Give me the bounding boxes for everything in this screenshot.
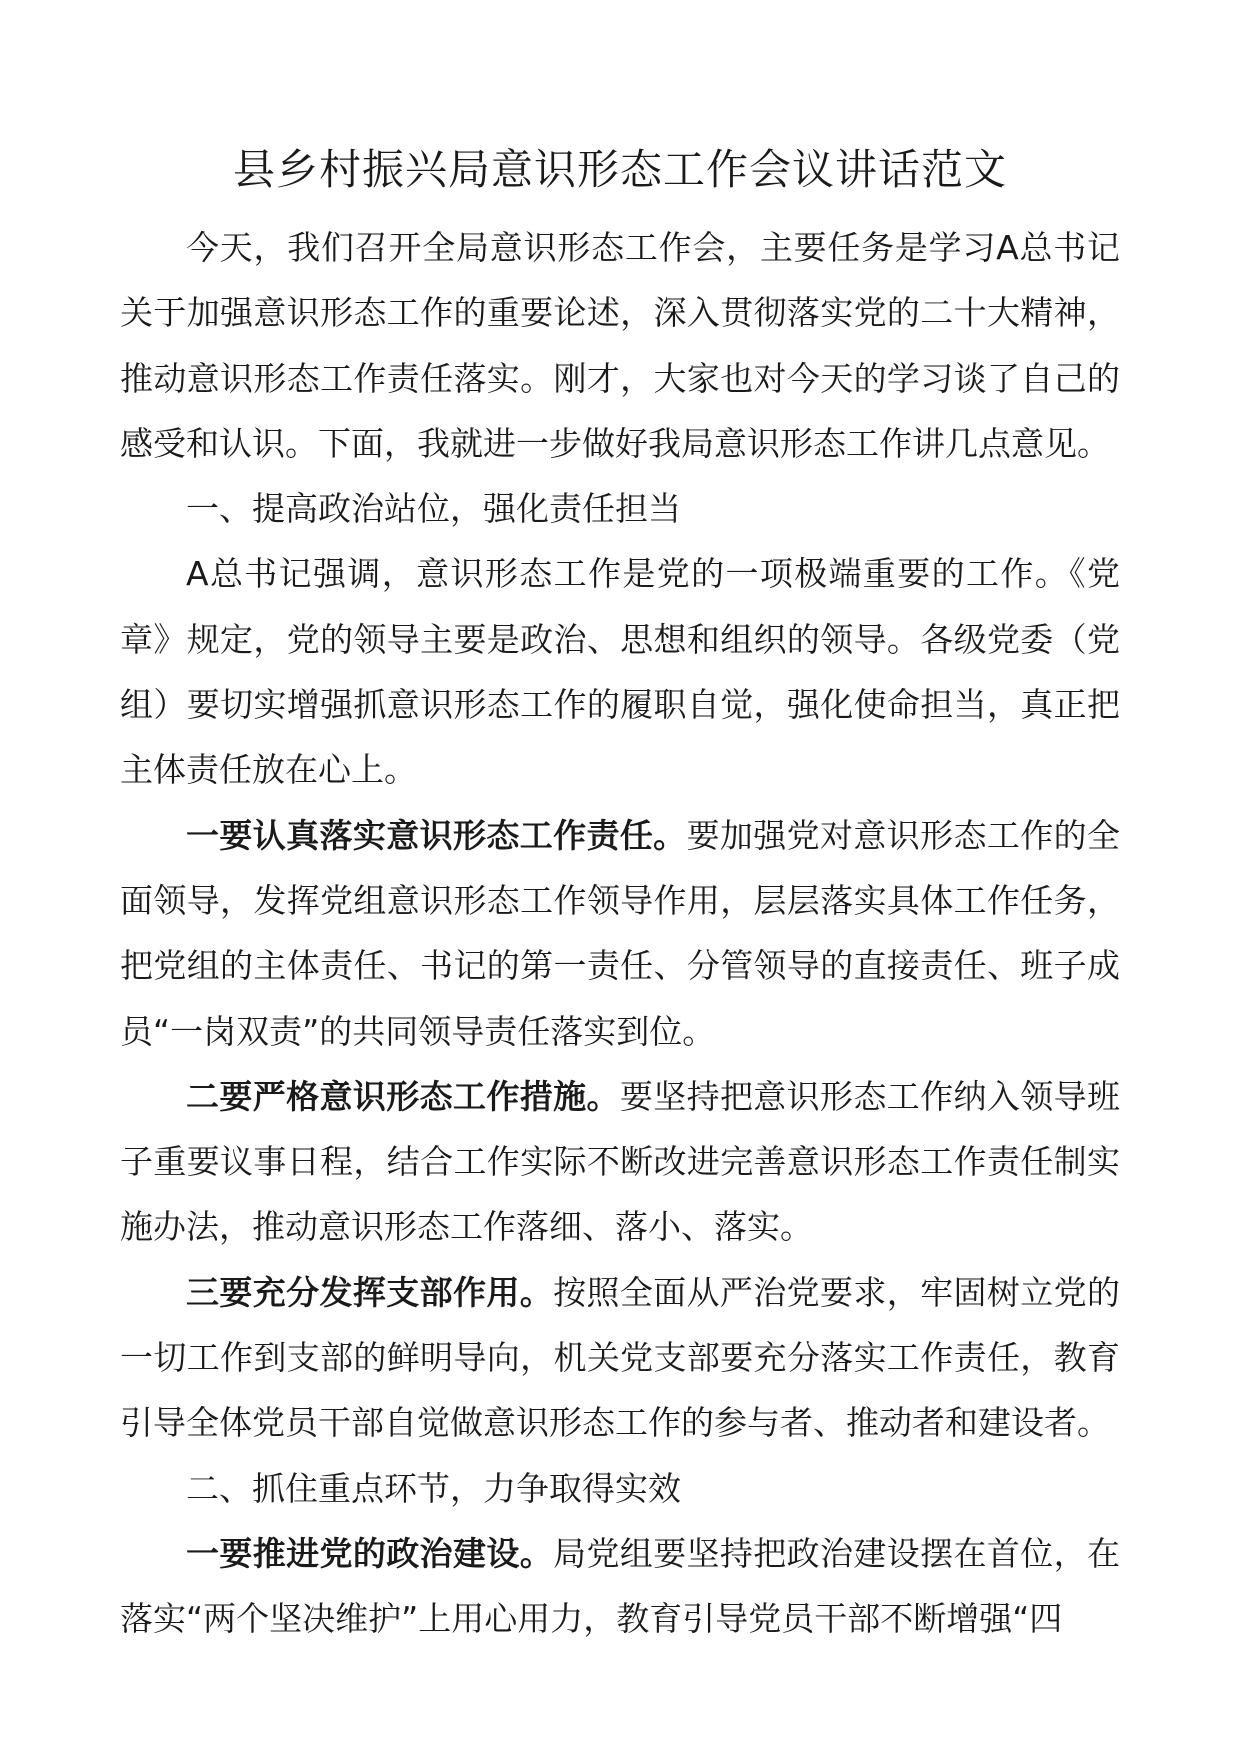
document-body (120, 215, 1120, 1652)
document-title: 县乡村振兴局意识形态工作会议讲话范文 (232, 145, 1007, 194)
section-heading-2: 二、抓住重点环节，力争取得实效 (186, 1468, 681, 1508)
paragraph (120, 1064, 1120, 1260)
paragraph-text: 要加强党对意识形态工作的全面领导，发挥党组意识形态工作领导作用，层层落实具体工作任务，把党组的主体责任、书记的第一责任、分管领导的直接责任、班子成员“一岗双责”的共同领导责任落实到位。 (120, 815, 1121, 1051)
paragraph-intro (120, 215, 1120, 476)
paragraph-text: 按照全面从严治党要求，牢固树立党的一切工作到支部的鲜明导向，机关党支部要充分落实工作责任，教育引导全体党员干部自觉做意识形态工作的参与者、推动者和建设者。 (120, 1272, 1121, 1443)
paragraph-text: 局党组要坚持把政治建设摆在首位，在落实“两个坚决维护”上用心用力，教育引导党员干部不断增强“四 (120, 1533, 1121, 1639)
paragraph-lead: 三要充分发挥支部作用。 (186, 1272, 554, 1312)
paragraph (120, 1521, 1120, 1652)
paragraph-lead: 二要严格意识形态工作措施。 (186, 1076, 620, 1116)
paragraph-text: A总书记强调，意识形态工作是党的一项极端重要的工作。《党章》规定，党的领导主要是政治、思想和组织的领导。各级党委（党组）要切实增强抓意识形态工作的履职自觉，强化使命担当，真正把主体责任放在心上。 (120, 554, 1120, 790)
paragraph-text: 要坚持把意识形态工作纳入领导班子重要议事日程，结合工作实际不断改进完善意识形态工作责任制实施办法，推动意识形态工作落细、落小、落实。 (120, 1076, 1121, 1247)
paragraph (120, 541, 1120, 802)
paragraph-lead: 一要推进党的政治建设。 (186, 1533, 554, 1573)
paragraph-lead: 一要认真落实意识形态工作责任。 (186, 815, 687, 855)
paragraph-text: 今天，我们召开全局意识形态工作会，主要任务是学习A总书记关于加强意识形态工作的重要论述，深入贯彻落实党的二十大精神，推动意识形态工作责任落实。刚才，大家也对今天的学习谈了自己的感受和认识。下面，我就进一步做好我局意识形态工作讲几点意见。 (120, 228, 1120, 463)
paragraph (120, 1260, 1120, 1456)
paragraph (120, 803, 1120, 1064)
section-heading-1: 一、提高政治站位，强化责任担当 (186, 489, 681, 529)
